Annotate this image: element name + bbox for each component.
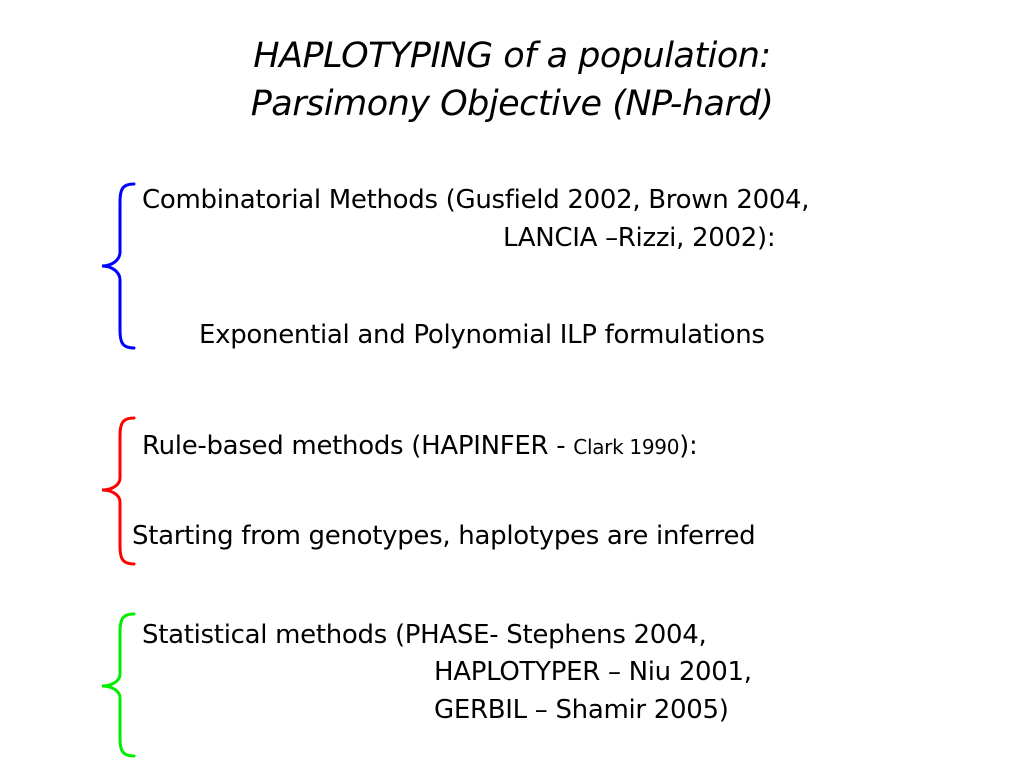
rule-based-description: Starting from genotypes, haplotypes are inferred: [132, 521, 756, 551]
statistical-methods-line-2: HAPLOTYPER – Niu 2001,: [434, 657, 752, 687]
red-brace-path: [102, 418, 134, 564]
statistical-methods-line-3: GERBIL – Shamir 2005): [434, 695, 729, 725]
rule-based-methods-line: [142, 430, 697, 463]
green-brace-path: [102, 614, 134, 756]
combinatorial-description: Exponential and Polynomial ILP formulations: [199, 320, 765, 350]
title-line-2: Parsimony Objective (NP-hard): [250, 84, 774, 124]
blue-brace-path: [102, 184, 134, 348]
slide-title: [0, 32, 1024, 128]
title-line-1: HAPLOTYPING of a population:: [253, 36, 771, 76]
rule-based-end-text: ):: [679, 431, 698, 461]
green-brace: [96, 610, 146, 764]
rule-based-main-text: Rule-based methods (HAPINFER -: [142, 431, 574, 461]
combinatorial-methods-line-2: LANCIA –Rizzi, 2002):: [503, 223, 776, 253]
blue-brace: [96, 180, 146, 352]
rule-based-citation: Clark 1990: [573, 435, 680, 459]
combinatorial-methods-line-1: Combinatorial Methods (Gusfield 2002, Brown 2004,: [142, 185, 810, 215]
statistical-methods-line-1: Statistical methods (PHASE- Stephens 2004,: [142, 620, 707, 650]
